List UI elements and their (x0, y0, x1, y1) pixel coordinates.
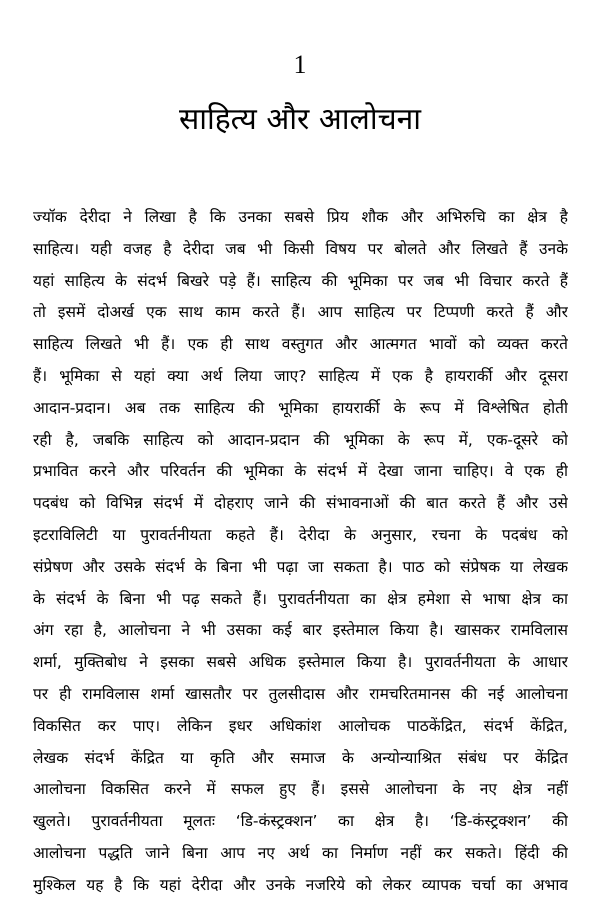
body-paragraph (33, 202, 568, 902)
text-line: पर ही रामविलास शर्मा खासतौर पर तुलसीदास और रामचरितमानस की नई आलोचना (33, 684, 568, 703)
text-line: के संदर्भ के बिना भी पढ़ सकते हैं। पुरावर्तनीयता का क्षेत्र हमेशा से भाषा क्षेत्र का (33, 589, 568, 608)
text-line: आदान-प्रदान। अब तक साहित्य की भूमिका हायरार्की के रूप में विश्लेषित होती (33, 398, 568, 417)
text-line: पदबंध को विभिन्न संदर्भ में दोहराए जाने की संभावनाओं की बात करते हैं और उसे (33, 494, 568, 513)
text-line: इटराविलिटी या पुरावर्तनीयता कहते हैं। देरीदा के अनुसार, रचना के पदबंध को (33, 525, 568, 544)
text-line: ज्यॉक देरीदा ने लिखा है कि उनका सबसे प्रिय शौक और अभिरुचि का क्षेत्र है (33, 208, 568, 226)
text-line: मुश्किल यह है कि यहां देरीदा और उनके नजरिये को लेकर व्यापक चर्चा का अभाव (33, 875, 568, 894)
text-line: शर्मा, मुक्तिबोध ने इसका सबसे अधिक इस्तेमाल किया है। पुरावर्तनीयता के आधार (33, 653, 568, 672)
text-line: हैं। भूमिका से यहां क्या अर्थ लिया जाए? साहित्य में एक है हायरार्की और दूसरा (33, 366, 568, 385)
text-line: अंग रहा है, आलोचना ने भी उसका कई बार इस्तेमाल किया है। खासकर रामविलास (33, 621, 568, 640)
text-line: संप्रेषण और उसके संदर्भ के बिना भी पढ़ा जा सकता है। पाठ को संप्रेषक या लेखक (33, 557, 568, 576)
text-line: आलोचना विकसित करने में सफल हुए हैं। इससे आलोचना के नए क्षेत्र नहीं (33, 780, 568, 799)
text-line: आलोचना पद्धति जाने बिना आप नए अर्थ का निर्माण नहीं कर सकते। हिंदी की (33, 843, 568, 862)
chapter-number: 1 (293, 50, 307, 79)
chapter-title: साहित्य और आलोचना (178, 102, 422, 137)
text-line: तो इसमें दोअर्ख एक साथ काम करते हैं। आप साहित्य पर टिप्पणी करते हैं और (33, 303, 568, 322)
text-line: लेखक संदर्भ केंद्रित या कृति और समाज के अन्योन्याश्रित संबंध पर केंद्रित (33, 748, 568, 767)
text-line: यहां साहित्य के संदर्भ बिखरे पड़े हैं। साहित्य की भूमिका पर जब भी विचार करते हैं (33, 271, 568, 290)
text-line: साहित्य लिखते भी हैं। एक ही साथ वस्तुगत और आत्मगत भावों को व्यक्त करते (33, 335, 568, 354)
text-line: साहित्य। यही वजह है देरीदा जब भी किसी विषय पर बोलते और लिखते हैं उनके (33, 239, 568, 258)
text-line: रही है, जबकि साहित्य को आदान-प्रदान की भूमिका के रूप में, एक-दूसरे को (33, 430, 568, 449)
text-line: खुलते। पुरावर्तनीयता मूलतः ‘डि-कंस्ट्रक्शन’ का क्षेत्र है। ‘डि-कंस्ट्रक्शन’ की (33, 812, 568, 831)
text-line: प्रभावित करने और परिवर्तन की भूमिका के संदर्भ में देखा जाना चाहिए। वे एक ही (33, 462, 568, 481)
text-line: विकसित कर पाए। लेकिन इधर अधिकांश आलोचक पाठकेंद्रित, संदर्भ केंद्रित, (33, 716, 568, 735)
